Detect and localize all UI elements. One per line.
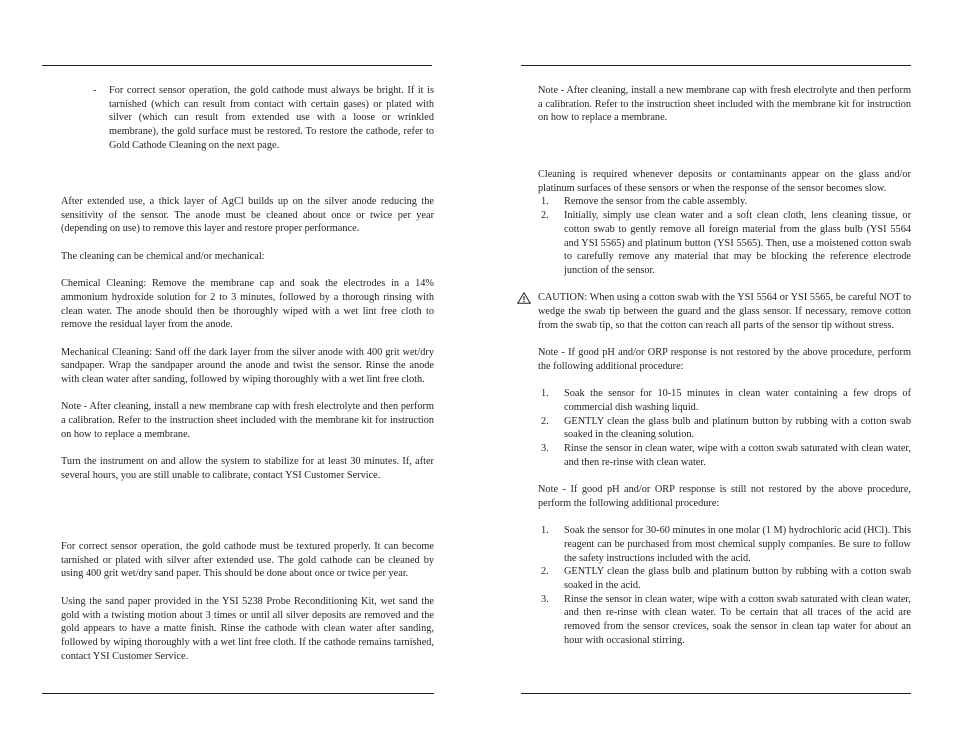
paragraph: The cleaning can be chemical and/or mechanical: xyxy=(61,250,265,262)
paragraph: After extended use, a thick layer of AgCl builds up on the silver anode reducing the sensitivity of the sensor. The anode must be cleaned about once or twice per year (depending on use) to remove this layer and restore proper performance. xyxy=(61,196,434,235)
warning-icon xyxy=(517,292,531,304)
note-paragraph: Note - If good pH and/or ORP response is not restored by the above procedure, perform the following additional procedure: xyxy=(538,347,911,372)
bottom-rule-left xyxy=(42,693,434,694)
note-paragraph: Note - After cleaning, install a new membrane cap with fresh electrolyte and then perform a calibration. Refer to the instruction sheet included with the membrane kit for instruction on how to replace a membrane. xyxy=(538,85,911,124)
note-paragraph: Note - If good pH and/or ORP response is still not restored by the above procedure, perform the following additional procedure: xyxy=(538,484,911,509)
caution-text: CAUTION: When using a cotton swab with the YSI 5564 or YSI 5565, be careful NOT to wedge the swab tip between the guard and the glass sensor. If necessary, remove cotton from the swab tip, so that the cotton can reach all parts of the sensor tip without stress. xyxy=(538,292,911,331)
list-item: 2. GENTLY clean the glass bulb and platinum button by rubbing with a cotton swab soaked in the cleaning solution. xyxy=(541,415,911,441)
paragraph: For correct sensor operation, the gold cathode must be textured properly. It can become tarnished or plated with silver after extended use. The gold cathode can be cleaned by using 400 grit wet/dry sand paper. This should be done about once or twice per year. xyxy=(61,541,434,580)
right-body xyxy=(538,168,911,648)
paragraph: Turn the instrument on and allow the system to stabilize for at least 30 minutes. If, after several hours, you are still unable to calibrate, contact YSI Customer Service. xyxy=(61,456,434,481)
paragraph: Using the sand paper provided in the YSI 5238 Probe Reconditioning Kit, wet sand the gold with a twisting motion about 3 times or until all silver deposits are removed and the gold appears to have a matte finish. Rinse the cathode with clean water after sanding, followed by wiping thoroughly with a wet lint free cloth. If the cathode remains tarnished, contact YSI Customer Service. xyxy=(61,595,434,662)
left-body-lower xyxy=(61,540,434,663)
right-column xyxy=(538,84,911,125)
dash-list-item xyxy=(93,84,434,153)
list-item: 3. Rinse the sensor in clean water, wipe with a cotton swab saturated with clean water, and then re-rinse with clean water. xyxy=(541,443,911,468)
list-item: 2. GENTLY clean the glass bulb and platinum button by rubbing with a cotton swab soaked in the acid. xyxy=(541,566,911,592)
left-column xyxy=(93,84,434,153)
list-item: 1. Soak the sensor for 30-60 minutes in one molar (1 M) hydrochloric acid (HCl). This reagent can be purchased from most chemical supply companies. Be sure to follow the safety instructions included with the acid. xyxy=(541,525,911,564)
dash-marker: - xyxy=(93,85,97,96)
dash-item-text: For correct sensor operation, the gold cathode must always be bright. If it is tarnished (which can result from contact with certain gases) or plated with silver (which can result from extended use with a loose or wrinkled membrane), the gold surface must be restored. To restore the cathode, refer to Gold Cathode Cleaning on the next page. xyxy=(109,85,434,151)
bottom-rule-right xyxy=(521,693,911,694)
top-rule-left xyxy=(42,65,432,66)
paragraph: Cleaning is required whenever deposits or contaminants appear on the glass and/or platinum surfaces of these sensors or when the response of the sensor becomes slow. xyxy=(538,169,911,194)
left-body xyxy=(61,195,434,483)
list-item: 1. Soak the sensor for 10-15 minutes in clean water containing a few drops of commercial dish washing liquid. xyxy=(541,388,911,413)
paragraph: Mechanical Cleaning: Sand off the dark layer from the silver anode with 400 grit wet/dry sandpaper. Wrap the sandpaper around the anode and twist the sensor. Rinse the anode with clean water after sanding, followed by wiping thoroughly with a wet lint free cloth. xyxy=(61,346,434,386)
list-item: 3. Rinse the sensor in clean water, wipe with a cotton swab saturated with clean water, and then re-rinse with clean water. To be certain that all traces of the acid are removed from the sensor crevices, soak the sensor in clean tap water for about an hour with occasional stirring. xyxy=(541,593,911,646)
top-rule-right xyxy=(521,65,911,66)
paragraph: Chemical Cleaning: Remove the membrane cap and soak the electrodes in a 14% ammonium hydroxide solution for 2 to 3 minutes, followed by a thorough rinsing with clean water. The anode should then be thoroughly wiped with a wet lint free cloth to remove the residual layer from the anode. xyxy=(61,278,434,331)
note-paragraph: Note - After cleaning, install a new membrane cap with fresh electrolyte and then perform a calibration. Refer to the instruction sheet included with the membrane kit for instruction on how to replace a membrane. xyxy=(61,401,434,440)
list-item: 2. Initially, simply use clean water and a soft clean cloth, lens cleaning tissue, or cotton swab to gently remove all foreign material from the glass bulb (YSI 5564 and YSI 5565) and platinum button (YSI 5565). Then, use a moistened cotton swab to carefully remove any material that may be blocking the reference electrode junction of the sensor. xyxy=(541,210,911,276)
caution-block xyxy=(538,291,911,332)
list-item: 1. Remove the sensor from the cable assembly. xyxy=(541,196,748,208)
